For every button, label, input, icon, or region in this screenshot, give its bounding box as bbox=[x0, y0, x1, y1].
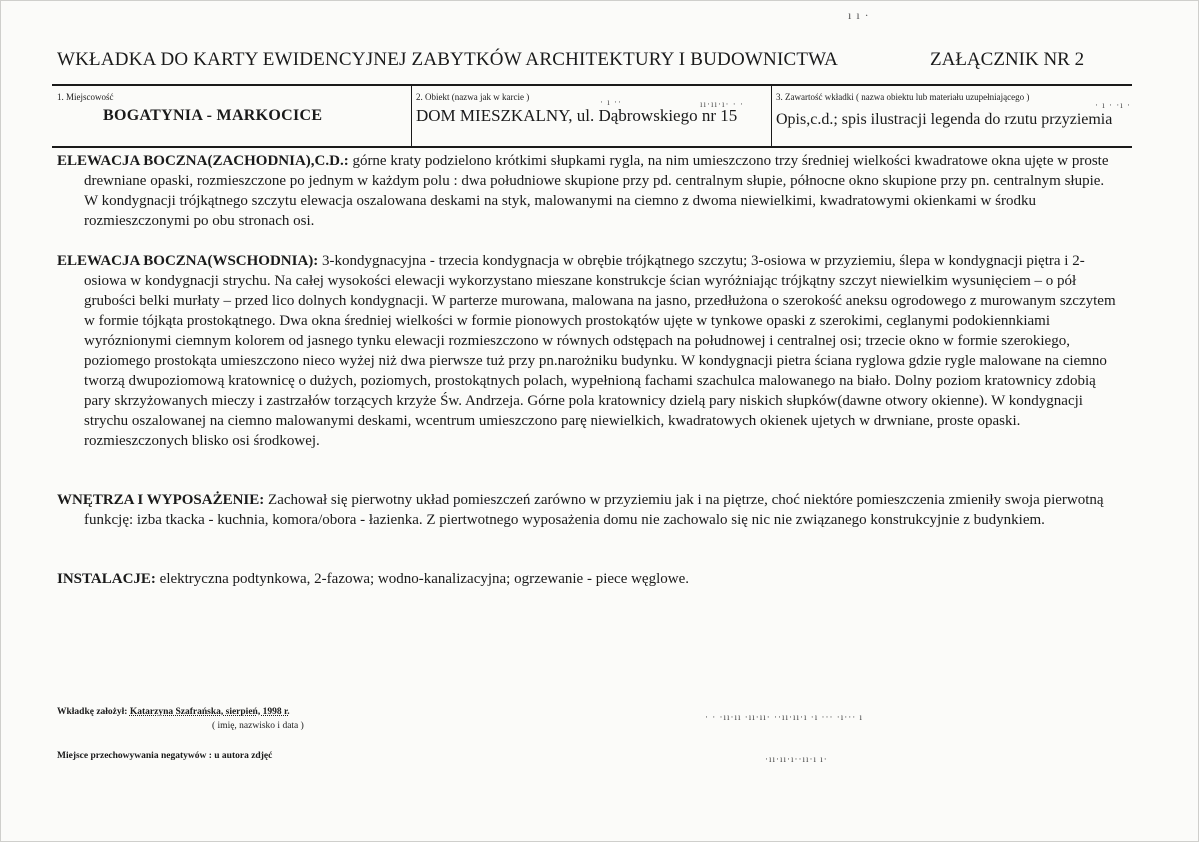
contents-label: 3. Zawartość wkładki ( nazwa obiektu lub materiału uzupełniającego ) bbox=[776, 92, 1030, 102]
middle-rule bbox=[52, 146, 1132, 148]
location-label: 1. Miejscowość bbox=[57, 92, 114, 102]
section-text: elektryczna podtynkowa, 2-fazowa; wodno-kanalizacyjna; ogrzewanie - piece węglowe. bbox=[155, 571, 689, 587]
section-text: 3-kondygnacyjna - trzecia kondygnacja w obrębie trójkątnego szczytu; 3-osiowa w przyziemiu, ślepa w kondygnacji piętra i 2-osiowa w kondygnacji strychu. Na całej wysokości elewacji wykorzystano mieszane konstrukcje ścian wyróżniając trójkątny szczyt niewielkim wysunięciem – o pół grubości belki murłaty – przed lico dolnych kondygnacji. W parterze murowana, malowana na jasno, przedłużona o szerokość aneksu ogrodowego z murowanym szczytem w formie tójkąta prostokątnego. Dwa okna średniej wielkości w formie pionowych prostokątów ujęte w tynkowe opaski z szerokimi, ceglanymi podokiennkiami wyróznionymi ciemnym kolorem od jasnego tynku elewacji rozmieszczono w równych odstępach na połudnowej i centralnej osi; trzecie okno w formie szerokiego, poziomego prostokąta umieszczono nieco wyżej niż dwa pierwsze tuż przy pn.narożniku budynku. W kondygnacji pietra ściana ryglowa gdzie rygle malowane na ciemno tworzą dwupoziomową kratownicę o dużych, poziomych, prostokątnych polach, wypełnioną fachami szachulca malowanego na biało. Dolny poziom kratownicy zdobią pary skrzyżowanych mieczy i zastrzałów torzących krzyże Św. Andrzeja. Górne pola kratownicy dzielą pary niskich słupków(dawne otwory okienne). W kondygnacji strychu oszalowanej na ciemno malowanymi deskami, wcentrum umieszczono parę niewielkich, kwadratowych okienek ujetych w drwniane, proste opaski. rozmieszczonych blisko osi środkowej. bbox=[84, 253, 1116, 449]
scan-noise: · ı · ·ı · bbox=[1095, 100, 1131, 110]
document-title: WKŁADKA DO KARTY EWIDENCYJNEJ ZABYTKÓW ARCHITEKTURY I BUDOWNICTWA bbox=[57, 49, 839, 70]
author-label: Wkładkę założył: bbox=[57, 707, 128, 717]
annex-number: ZAŁĄCZNIK NR 2 bbox=[930, 49, 1085, 70]
section-heading: WNĘTRZA I WYPOSAŻENIE: bbox=[57, 492, 265, 508]
bleed-through-mark: ·ıı·ıı·ı··ıı·ı ı· bbox=[765, 754, 828, 764]
negatives-label: Miejsce przechowywania negatywów : bbox=[57, 751, 212, 761]
field-divider-2 bbox=[771, 86, 772, 146]
field-divider-1 bbox=[411, 86, 412, 146]
section-interiors bbox=[57, 490, 1117, 530]
scan-noise: ı ı · bbox=[848, 8, 870, 22]
author-value: Katarzyna Szafrańska, sierpień, 1998 r. bbox=[129, 707, 290, 717]
scan-noise: ıı·ıı·ı· · · bbox=[700, 99, 744, 109]
section-heading: ELEWACJA BOCZNA(WSCHODNIA): bbox=[57, 253, 319, 269]
section-text: Zachował się pierwotny układ pomieszczeń zarówno w przyziemiu jak i na piętrze, choć niektóre pomieszczenia zmieniły swoja pierwotną funkcję: izba tkacka - kuchnia, komora/obora - łazienka. Z piertwotnego wyposażenia domu nie zachowalo się nic nie związanego konstrukcyjnie z budynkiem. bbox=[84, 492, 1104, 528]
location-value: BOGATYNIA - MARKOCICE bbox=[103, 107, 323, 124]
section-text: górne kraty podzielono krótkimi słupkami rygla, na nim umieszczono trzy średniej wielkości kwadratowe okna ujęte w proste drewniane opaski, rozmieszczone po jednym w każdym polu : dwa południowe skupione przy pd. centralnym słupie, północne okno skupione przy pn. centralnym słupie. W kondygnacji trójkątnego szczytu elewacja oszalowana deskami na styk, malowanymi na ciemno z dwoma niewielkimi, kwadratowymi okienkami w środku rozmieszczonymi po obu stronach osi. bbox=[84, 153, 1109, 229]
scan-noise: · ı ·· bbox=[600, 97, 622, 107]
contents-value: Opis,c.d.; spis ilustracji legenda do rzutu przyziemia bbox=[776, 111, 1113, 128]
negatives-line bbox=[57, 751, 272, 761]
object-value: DOM MIESZKALNY, ul. Dąbrowskiego nr 15 bbox=[416, 106, 738, 125]
top-rule bbox=[52, 84, 1132, 86]
author-hint: ( imię, nazwisko i data ) bbox=[212, 721, 304, 731]
negatives-value: u autora zdjęć bbox=[214, 751, 273, 761]
author-line bbox=[57, 707, 290, 717]
section-east-elevation bbox=[57, 251, 1117, 451]
object-label: 2. Obiekt (nazwa jak w karcie ) bbox=[416, 92, 530, 102]
section-heading: INSTALACJE: bbox=[57, 571, 156, 587]
bleed-through-mark: · · ·ıı·ıı ·ıı·ıı· ··ıı·ıı·ı ·ı ··· ·ı··· ı bbox=[705, 712, 863, 722]
section-west-elevation bbox=[57, 151, 1117, 231]
section-installations bbox=[57, 569, 1117, 589]
section-heading: ELEWACJA BOCZNA(ZACHODNIA),C.D.: bbox=[57, 153, 349, 169]
